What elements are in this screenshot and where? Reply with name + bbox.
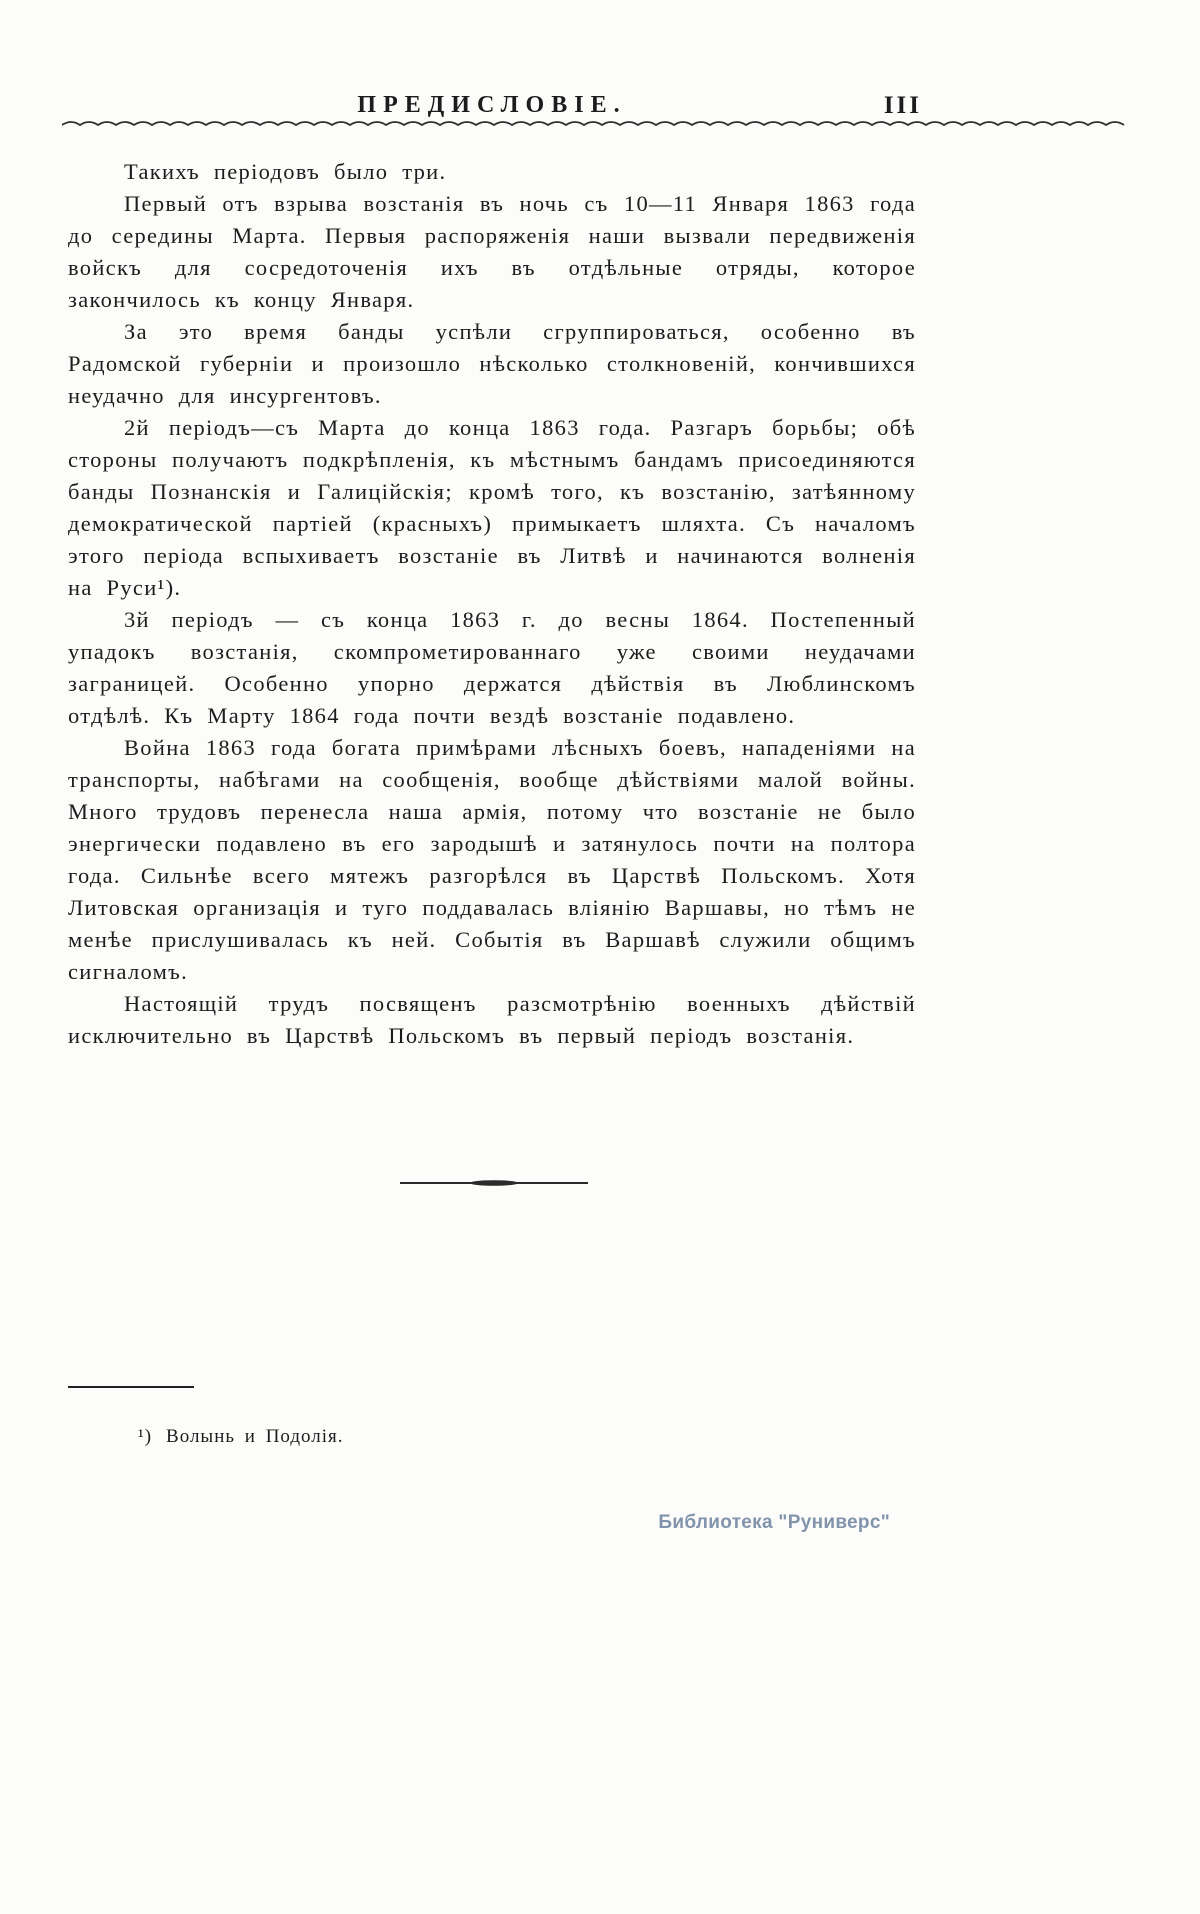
page-number: III: [883, 92, 922, 119]
paragraph: 3й періодъ — съ конца 1863 г. до весны 1864. Постепенный упадокъ возстанія, скомпрометированнаго уже своими неудачами заграницей. Особенно упорно держатся дѣйствія въ Люблинскомъ отдѣлѣ. Къ Марту 1864 года почти вездѣ возстаніе подавлено.: [68, 607, 916, 728]
wavy-divider-path: [62, 122, 1124, 125]
footnote-text: Волынь и Подолія.: [166, 1426, 344, 1447]
paragraph: 2й періодъ—съ Марта до конца 1863 года. Разгаръ борьбы; обѣ стороны получаютъ подкрѣпленія, къ мѣстнымъ бандамъ присоединяются банды Познанскія и Галиційскія; кромѣ того, къ возстанію, затѣянному демократической партіей (красныхъ) примыкаетъ шляхта. Съ началомъ этого періода вспыхиваетъ возстаніе въ Литвѣ и начинаются волненія на Руси¹).: [68, 415, 916, 600]
paragraph: За это время банды успѣли сгруппироваться, особенно въ Радомской губерніи и произошло нѣсколько столкновеній, кончившихся неудачно для инсургентовъ.: [68, 319, 916, 408]
library-watermark: Библиотека "Руниверс": [658, 1512, 890, 1533]
paragraph: Война 1863 года богата примѣрами лѣсныхъ боевъ, нападеніями на транспорты, набѣгами на сообщенія, вообще дѣйствіями малой войны. Много трудовъ перенесла наша армія, потому что возстаніе не было энергически подавлено въ его зародышѣ и затянулось почти на полтора года. Сильнѣе всего мятежъ разгорѣлся въ Царствѣ Польскомъ. Хотя Литовская организація и туго поддавалась вліянію Варшавы, но тѣмъ не менѣе прислушивалась къ ней. Событія въ Варшавѣ служили общимъ сигналомъ.: [68, 735, 916, 984]
footnote-rule: [68, 1386, 194, 1388]
paragraph: Первый отъ взрыва возстанія въ ночь съ 10—11 Января 1863 года до середины Марта. Первыя распоряженія наши вызвали передвиженія войскъ для сосредоточенія ихъ въ отдѣльные отряды, которое закончилось къ концу Января.: [68, 191, 916, 312]
wavy-divider: [62, 116, 1126, 134]
footnote-marker: ¹): [138, 1426, 153, 1447]
paragraph: Такихъ періодовъ было три.: [124, 159, 447, 184]
paragraph: Настоящій трудъ посвященъ разсмотрѣнію военныхъ дѣйствій исключительно въ Царствѣ Польскомъ въ первый періодъ возстанія.: [68, 991, 916, 1048]
preface-text: [68, 156, 916, 1052]
page-title: ПРЕДИСЛОВІЕ.: [357, 92, 627, 118]
footnote: [138, 1426, 344, 1448]
section-divider: [398, 1178, 590, 1188]
